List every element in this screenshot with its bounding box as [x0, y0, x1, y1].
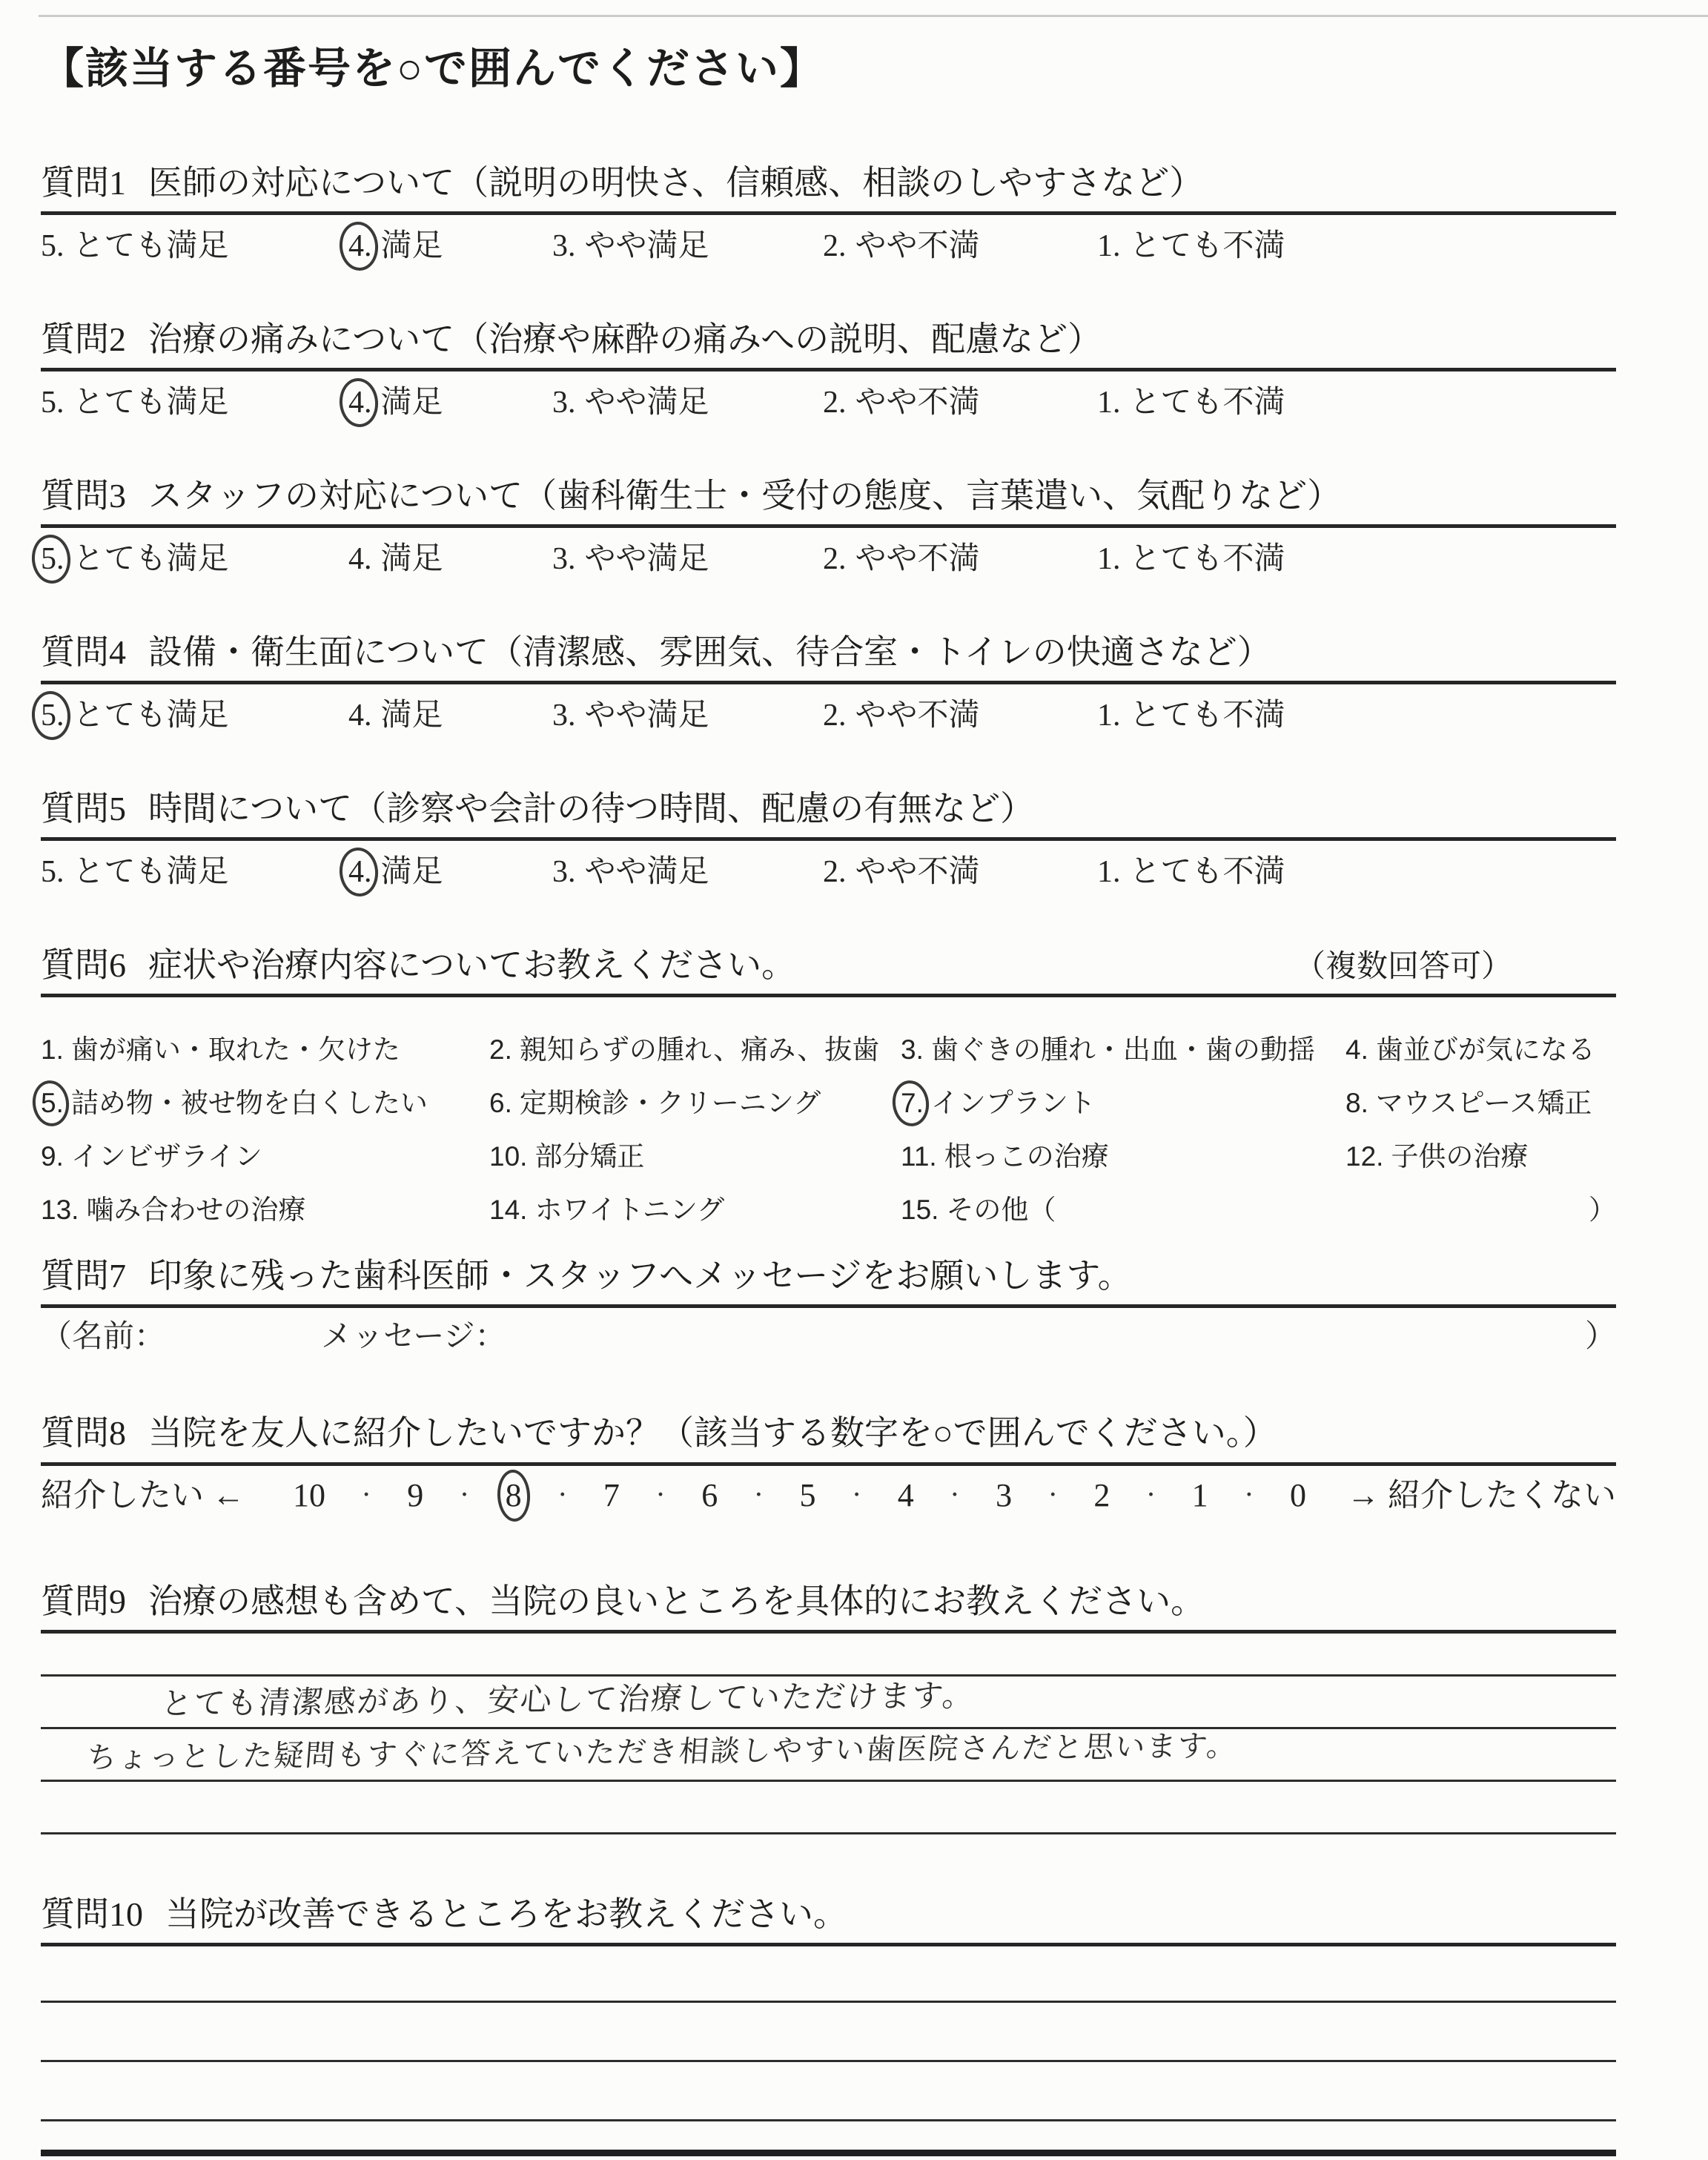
question-10-heading-row [41, 1894, 1616, 1946]
question-2-section [41, 319, 1616, 422]
question-7-answer-row[interactable] [41, 1318, 1616, 1355]
q3-option-4-number: 4. [348, 541, 372, 576]
q6-item-7-number: 7. [901, 1086, 924, 1120]
q10-answer-line-3[interactable] [41, 2062, 1616, 2121]
q4-option-3-number: 3. [552, 698, 576, 733]
q6-item-2-number: 2. [489, 1034, 512, 1066]
q6-item-13-label: 噛み合わせの治療 [86, 1195, 306, 1226]
question-9-number: 質問9 [41, 1582, 126, 1620]
q4-option-3[interactable] [552, 698, 823, 735]
question-1-heading-row [41, 162, 1616, 215]
q6-item-8-number: 8. [1345, 1088, 1368, 1119]
q4-option-2-number: 2. [823, 698, 847, 733]
q3-option-1-number: 1. [1097, 541, 1121, 576]
question-3-heading-row [41, 475, 1616, 528]
question-7-title: 印象に残った歯科医師・スタッフへメッセージをお願いします。 [148, 1257, 1132, 1295]
q5-option-1-number: 1. [1097, 855, 1121, 890]
q3-option-5-label: とても満足 [73, 541, 229, 576]
q6-item-5-number: 5. [41, 1086, 64, 1120]
q1-option-1[interactable] [1097, 228, 1616, 265]
q5-option-4[interactable] [348, 854, 552, 891]
q3-option-3[interactable] [552, 541, 823, 578]
q6-item-3-number: 3. [901, 1034, 924, 1066]
q10-answer-line-2[interactable] [41, 2003, 1616, 2062]
question-10-title: 当院が改善できるところをお教えください。 [165, 1895, 847, 1933]
q7-close-paren: ） [1584, 1320, 1616, 1355]
question-6-number: 質問6 [41, 946, 126, 985]
scale-separator: ・ [847, 1484, 867, 1506]
question-8-heading-row [41, 1413, 1616, 1465]
q8-score-8[interactable]: 8 [506, 1475, 522, 1516]
question-3-options [41, 541, 1616, 578]
q9-answer-line-2[interactable] [41, 1677, 1616, 1729]
q6-item-10-label: 部分矯正 [534, 1141, 645, 1172]
question-10-section [41, 1894, 1616, 2156]
q6-item-11[interactable] [901, 1140, 1345, 1193]
q5-option-2[interactable] [823, 854, 1097, 891]
question-9-heading-row [41, 1581, 1616, 1634]
q6-item-4[interactable] [1345, 1033, 1616, 1086]
q2-option-4-label: 満足 [380, 385, 443, 420]
q6-item-12[interactable] [1345, 1140, 1616, 1193]
q5-option-3-label: やや満足 [584, 855, 709, 890]
q5-option-3[interactable] [552, 854, 823, 891]
q6-item-10-number: 10. [489, 1141, 528, 1172]
q1-option-5-number: 5. [41, 228, 64, 263]
q6-item-5[interactable] [41, 1086, 489, 1140]
q6-item-14-label: ホワイトニング [534, 1195, 725, 1226]
q6-item-11-number: 11. [901, 1141, 937, 1172]
question-6-note: （複数回答可） [1294, 950, 1512, 985]
q3-option-3-number: 3. [552, 541, 576, 576]
q1-option-1-number: 1. [1097, 228, 1121, 263]
q6-item-2-label: 親知らずの腫れ、痛み、抜歯 [519, 1034, 880, 1066]
scale-separator: ・ [552, 1484, 572, 1506]
q8-score-9[interactable]: 9 [407, 1476, 424, 1513]
q6-item-7-label: インプラント [930, 1088, 1096, 1119]
q4-option-1-number: 1. [1097, 698, 1121, 733]
q5-option-5[interactable] [41, 854, 348, 891]
form-title: 【該当する番号を○で囲んでください】 [41, 44, 825, 93]
q1-option-4[interactable] [348, 228, 552, 265]
q9-answer-line-1[interactable] [41, 1634, 1616, 1677]
q4-option-5-label: とても満足 [73, 698, 229, 733]
scale-separator: ・ [1239, 1484, 1259, 1506]
q4-option-2[interactable] [823, 698, 1097, 735]
q6-item-3[interactable] [901, 1033, 1345, 1086]
q3-option-2[interactable] [823, 541, 1097, 578]
q2-option-2[interactable] [823, 385, 1097, 422]
q5-option-2-number: 2. [823, 855, 847, 890]
q5-option-5-number: 5. [41, 855, 64, 890]
q1-option-5-label: とても満足 [73, 228, 229, 263]
question-4-title: 設備・衛生面について（清潔感、雰囲気、待合室・トイレの快適さなど） [148, 633, 1271, 671]
q2-option-5[interactable] [41, 385, 348, 422]
q1-option-4-number: 4. [348, 228, 372, 263]
q2-option-2-label: やや不満 [855, 385, 980, 420]
q10-answer-line-1[interactable] [41, 1946, 1616, 2003]
question-7-heading-row [41, 1255, 1616, 1308]
scale-separator: ・ [357, 1484, 377, 1506]
q6-item-15-number: 15. [901, 1195, 939, 1226]
q5-option-3-number: 3. [552, 855, 576, 890]
q10-answer-area [41, 1946, 1616, 2156]
q8-score-6[interactable]: 6 [701, 1476, 718, 1513]
q6-item-2[interactable] [489, 1033, 901, 1086]
scale-separator: ・ [944, 1484, 964, 1506]
question-8-title: 当院を友人に紹介したいですか？（該当する数字を○で囲んでください。） [148, 1414, 1277, 1453]
question-2-heading-row [41, 319, 1616, 371]
q1-option-4-label: 満足 [380, 228, 443, 263]
q8-score-0[interactable]: 0 [1289, 1476, 1306, 1513]
q3-option-1[interactable] [1097, 541, 1616, 578]
q9-answer-area [41, 1634, 1616, 1834]
question-8-scale-row [41, 1475, 1616, 1516]
q1-option-3-number: 3. [552, 228, 576, 263]
q6-item-1[interactable] [41, 1033, 489, 1086]
q8-number-scale [293, 1475, 1306, 1516]
question-2-number: 質問2 [41, 320, 126, 358]
q1-option-5[interactable] [41, 228, 348, 265]
q8-score-4[interactable]: 4 [897, 1476, 914, 1513]
q1-option-2-label: やや不満 [855, 228, 980, 263]
q6-item-8-label: マウスピース矯正 [1375, 1088, 1592, 1119]
q6-item-12-label: 子供の治療 [1391, 1141, 1529, 1172]
question-6-section [41, 945, 1616, 1246]
q5-option-4-label: 満足 [380, 855, 443, 890]
q6-item-15-close-paren: ） [1589, 1195, 1616, 1226]
q10-answer-line-4[interactable] [41, 2121, 1616, 2156]
q2-option-5-label: とても満足 [73, 385, 229, 420]
q8-left-caption [41, 1475, 245, 1516]
q1-option-2[interactable] [823, 228, 1097, 265]
q6-item-4-number: 4. [1345, 1034, 1368, 1066]
q6-item-6-label: 定期検診・クリーニング [519, 1088, 821, 1119]
q6-item-8[interactable] [1345, 1086, 1616, 1140]
q3-option-3-label: やや満足 [584, 541, 709, 576]
question-5-section [41, 788, 1616, 891]
question-1-title: 医師の対応について（説明の明快さ、信頼感、相談のしやすさなど） [148, 163, 1204, 202]
q3-option-2-number: 2. [823, 541, 847, 576]
question-8-section [41, 1413, 1616, 1516]
question-5-options [41, 854, 1616, 891]
q2-option-3-label: やや満足 [584, 385, 709, 420]
question-5-heading-row [41, 788, 1616, 841]
q8-score-5[interactable]: 5 [799, 1476, 816, 1513]
question-5-title: 時間について（診察や会計の待つ時間、配慮の有無など） [148, 789, 1035, 828]
question-6-heading-row [41, 945, 1616, 997]
q6-item-6-number: 6. [489, 1088, 512, 1119]
q4-option-1[interactable] [1097, 698, 1616, 735]
q6-item-4-label: 歯並びが気になる [1375, 1034, 1595, 1066]
q6-item-3-label: 歯ぐきの腫れ・出血・歯の動揺 [930, 1034, 1315, 1066]
q9-answer-line-4[interactable] [41, 1782, 1616, 1834]
q8-right-label: 紹介したくない [1388, 1476, 1616, 1513]
q2-option-4-number: 4. [348, 385, 372, 420]
q2-option-1[interactable] [1097, 385, 1616, 422]
left-arrow-icon: ← [212, 1476, 245, 1513]
q3-option-5-number: 5. [41, 541, 64, 576]
q8-score-1[interactable]: 1 [1191, 1476, 1208, 1513]
q4-option-5-number: 5. [41, 698, 64, 733]
question-1-section [41, 162, 1616, 265]
question-2-title: 治療の痛みについて（治療や麻酔の痛みへの説明、配慮など） [148, 320, 1102, 358]
q4-option-4[interactable] [348, 698, 552, 735]
q6-item-7[interactable] [901, 1086, 1345, 1140]
q6-item-13-number: 13. [41, 1195, 79, 1226]
q9-handwritten-text-2: ちょっとした疑問もすぐに答えていただき相談しやすい歯医院さんだと思います。 [85, 1728, 1239, 1775]
question-9-title: 治療の感想も含めて、当院の良いところを具体的にお教えください。 [148, 1582, 1205, 1620]
q4-option-5[interactable] [41, 698, 348, 735]
question-1-number: 質問1 [41, 163, 126, 202]
q1-option-3[interactable] [552, 228, 823, 265]
question-1-options [41, 228, 1616, 265]
question-6-title: 症状や治療内容についてお教えください。 [148, 946, 796, 985]
q6-item-14[interactable] [489, 1193, 901, 1246]
q2-option-2-number: 2. [823, 385, 847, 420]
question-3-number: 質問3 [41, 476, 126, 515]
question-7-number: 質問7 [41, 1257, 126, 1295]
question-9-section [41, 1581, 1616, 1834]
q6-item-15-label: その他（ [946, 1195, 1056, 1226]
q6-item-14-number: 14. [489, 1195, 528, 1226]
question-8-number: 質問8 [41, 1414, 126, 1453]
q2-option-1-label: とても不満 [1129, 385, 1285, 420]
question-3-section [41, 475, 1616, 578]
q1-option-1-label: とても不満 [1129, 228, 1285, 263]
question-4-section [41, 632, 1616, 735]
q6-item-1-number: 1. [41, 1034, 64, 1066]
q3-option-1-label: とても不満 [1129, 541, 1285, 576]
q6-item-9-label: インビザライン [70, 1141, 262, 1172]
q1-option-2-number: 2. [823, 228, 847, 263]
q6-item-1-label: 歯が痛い・取れた・欠けた [70, 1034, 400, 1066]
q6-item-13[interactable] [41, 1193, 489, 1246]
q5-option-4-number: 4. [348, 855, 372, 890]
q6-item-9[interactable] [41, 1140, 489, 1193]
question-2-options [41, 385, 1616, 422]
question-6-items-grid [41, 1033, 1616, 1246]
q3-option-5[interactable] [41, 541, 348, 578]
question-5-number: 質問5 [41, 789, 126, 828]
q9-handwritten-text-1: とても清潔感があり、安心して治療していただけます。 [159, 1677, 976, 1722]
q7-name-label: （名前： [41, 1320, 166, 1355]
q2-option-3[interactable] [552, 385, 823, 422]
q6-item-15[interactable] [901, 1193, 1616, 1246]
question-4-options [41, 698, 1616, 735]
scale-separator: ・ [454, 1484, 474, 1506]
q5-option-2-label: やや不満 [855, 855, 980, 890]
q3-option-4-label: 満足 [380, 541, 443, 576]
right-arrow-icon: → [1347, 1476, 1380, 1513]
q8-score-7[interactable]: 7 [603, 1476, 620, 1513]
question-4-number: 質問4 [41, 633, 126, 671]
scale-separator: ・ [651, 1484, 671, 1506]
q8-score-3[interactable]: 3 [996, 1476, 1013, 1513]
q6-item-12-number: 12. [1345, 1141, 1384, 1172]
q8-score-2[interactable]: 2 [1093, 1476, 1110, 1513]
q5-option-1-label: とても不満 [1129, 855, 1285, 890]
q6-item-9-number: 9. [41, 1141, 64, 1172]
q4-option-1-label: とても不満 [1129, 698, 1285, 733]
question-4-heading-row [41, 632, 1616, 684]
q2-option-4[interactable] [348, 385, 552, 422]
q8-left-label: 紹介したい [41, 1476, 204, 1513]
question-7-section [41, 1255, 1616, 1355]
q9-answer-line-3[interactable] [41, 1729, 1616, 1782]
scale-separator: ・ [1043, 1484, 1063, 1506]
q4-option-3-label: やや満足 [584, 698, 709, 733]
q8-score-10[interactable]: 10 [293, 1476, 325, 1513]
question-3-title: スタッフの対応について（歯科衛生士・受付の態度、言葉遣い、気配りなど） [148, 476, 1342, 515]
q6-item-10[interactable] [489, 1140, 901, 1193]
q5-option-5-label: とても満足 [73, 855, 229, 890]
q2-option-5-number: 5. [41, 385, 64, 420]
q5-option-1[interactable] [1097, 854, 1616, 891]
q4-option-4-number: 4. [348, 698, 372, 733]
q4-option-4-label: 満足 [380, 698, 443, 733]
q8-right-caption [1347, 1475, 1616, 1516]
question-10-number: 質問10 [41, 1895, 143, 1933]
scale-separator: ・ [749, 1484, 769, 1506]
q6-item-5-label: 詰め物・被せ物を白くしたい [70, 1088, 428, 1119]
q6-item-6[interactable] [489, 1086, 901, 1140]
q7-message-label: メッセージ： [321, 1320, 506, 1355]
q3-option-2-label: やや不満 [855, 541, 980, 576]
q3-option-4[interactable] [348, 541, 552, 578]
scale-separator: ・ [1141, 1484, 1161, 1506]
q2-option-1-number: 1. [1097, 385, 1121, 420]
q1-option-3-label: やや満足 [584, 228, 709, 263]
q6-item-11-label: 根っこの治療 [944, 1141, 1109, 1172]
scan-artifact-line [39, 15, 1708, 17]
q4-option-2-label: やや不満 [855, 698, 980, 733]
q2-option-3-number: 3. [552, 385, 576, 420]
